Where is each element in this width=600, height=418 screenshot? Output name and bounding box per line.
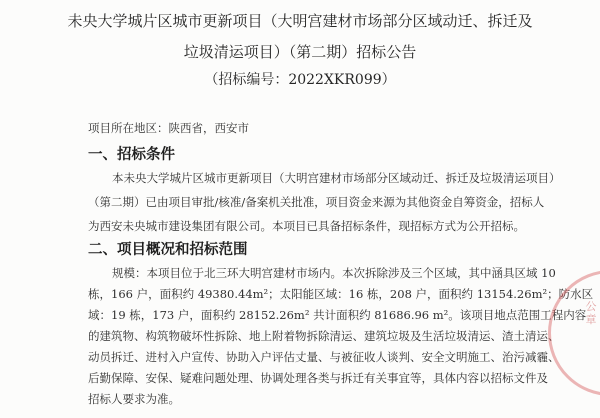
- document-title-line-1: 未央大学城片区城市更新项目（大明宫建材市场部分区域动迁、拆迁及: [67, 12, 533, 30]
- project-location: 项目所在地区：陕西省，西安市: [88, 121, 249, 135]
- section-2-line: 规模：本项目位于北三环大明宫建材市场内。本次拆除涉及三个区域，其中涵具区域 10: [112, 266, 556, 280]
- seal-text: 公章: [585, 300, 597, 326]
- section-1-heading: 一、招标条件: [88, 146, 175, 163]
- document-title-line-2: 垃圾清运项目）（第二期）招标公告: [183, 43, 417, 61]
- bid-number: （招标编号：2022XKR099）: [204, 72, 396, 88]
- section-1-line: （第二期）已由项目审批/核准/备案机关批准，项目资金来源为其他资金自筹资金，招标人: [88, 195, 545, 209]
- section-2-heading: 二、项目概况和招标范围: [88, 241, 248, 258]
- section-1-line: 为西安未央城市建设集团有限公司。本项目已具备招标条件，现招标方式为公开招标。: [88, 219, 525, 233]
- section-1-line: 本未央大学城片区城市更新项目（大明宫建材市场部分区域动迁、拆迁及垃圾清运项目）: [112, 171, 561, 185]
- section-2-line: 动员拆迁、进村入户宣传、协助入户评估丈量、与被征收人谈判、安全文明施工、治污减霾、: [88, 350, 560, 364]
- section-2-line: 域：19 栋，173 户，面积约 28152.26m² 共计面积约 81686.96 m²。该项目地点范围工程内容: [88, 308, 587, 322]
- section-2-line: 招标人要求为准。: [88, 392, 180, 406]
- section-2-line: 后勤保障、安保、疑难问题处理、协调处理各类与拆迁有关事宜等，具体内容以招标文件及: [88, 371, 548, 385]
- section-2-line: 的建筑物、构筑物破坏性拆除、地上附着物拆除清运、建筑垃圾及生活垃圾清运、渣土清运、: [88, 329, 560, 343]
- section-2-line: 栋，166 户，面积约 49380.44m²；太阳能区域：16 栋，208 户，面积约 13154.26m²；防水区: [88, 287, 594, 301]
